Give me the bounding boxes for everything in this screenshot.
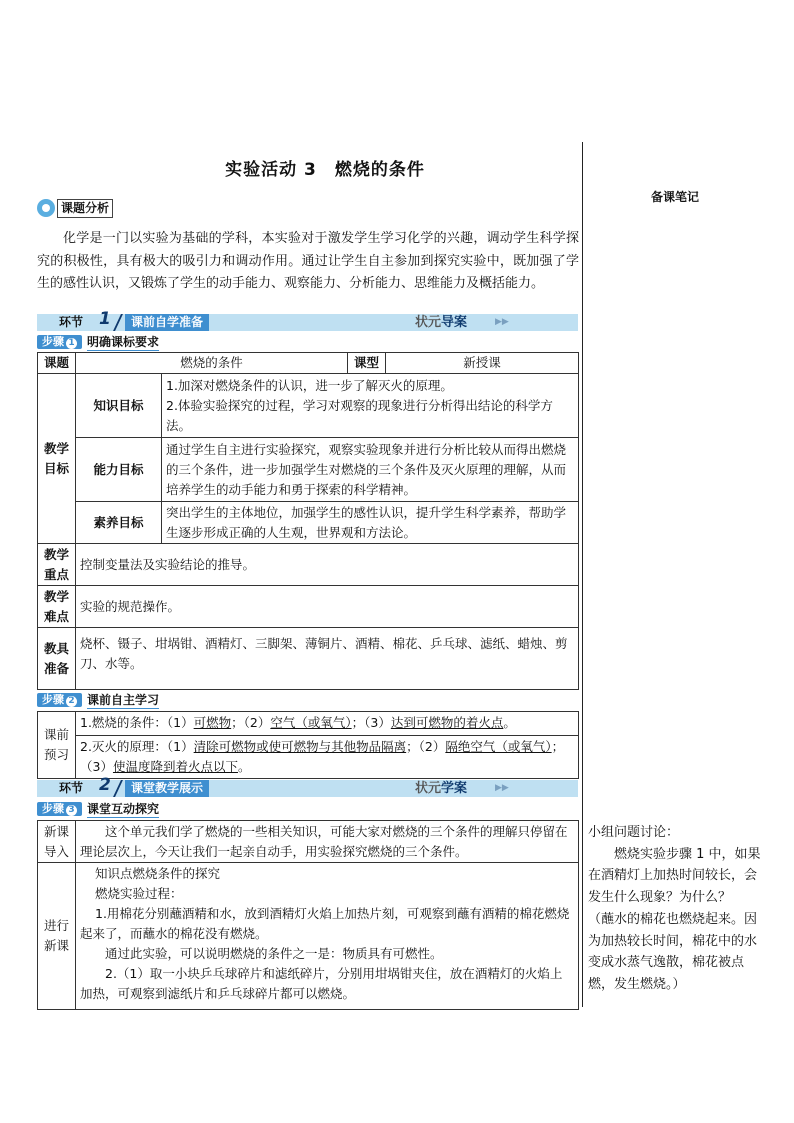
side-note-body: 燃烧实验步骤 1 中，如果在酒精灯上加热时间较长，会发生什么现象？为什么？: [588, 846, 761, 906]
arrow-icon: ▶▶: [495, 783, 509, 793]
intro-row-text: 这个单元我们学了燃烧的一些相关知识，可能大家对燃烧的三个条件的理解只停留在理论层次上，今天让我们一起亲自动手，用实验探究燃烧的三个条件。: [76, 821, 579, 863]
intro-paragraph: 化学是一门以实验为基础的学科，本实验对于激发学生学习化学的兴趣，调动学生科学探究的积极性，具有极大的吸引力和调动作用。通过让学生自主参加到探究实验中，既加强了学生的感性认识，又锻炼了学生的动手能力、观察能力、分析能力、思维能力及概括能力。: [37, 231, 579, 291]
difficulty-value: 实验的规范操作。: [76, 586, 579, 628]
stage-right-label: 状元学案: [415, 781, 468, 796]
preview-line-2: 2.灭火的原理：（1）清除可燃物或使可燃物与其他物品隔离；（2）隔绝空气（或氧气）；（3）使温度降到着火点以下。: [80, 739, 565, 774]
type-value: 新授课: [386, 353, 579, 374]
topic-label: 课题: [38, 353, 76, 374]
topic-value: 燃烧的条件: [76, 353, 348, 374]
side-note-head: 小组问题讨论：: [588, 825, 680, 840]
section-tag: [37, 198, 113, 218]
step-pill: 步骤 2: [37, 693, 82, 707]
step-3: [37, 801, 159, 816]
goals-table: [37, 352, 579, 690]
difficulty-label: 教学难点: [38, 586, 76, 628]
key-label: 教学重点: [38, 544, 76, 586]
lesson-line: 2.（1）取一小块乒乓球碎片和滤纸碎片，分别用坩埚钳夹住，放在酒精灯的火焰上加热，可观察到滤纸片和乒乓球碎片都可以燃烧。: [80, 966, 563, 1001]
knowledge-goal: 1.加深对燃烧条件的认识，进一步了解灭火的原理。 2.体验实验探究的过程，学习对观察的现象进行分析得出结论的科学方法。: [162, 374, 579, 438]
key-value: 控制变量法及实验结论的推导。: [76, 544, 579, 586]
ability-label: 能力目标: [76, 438, 162, 502]
quality-label: 素养目标: [76, 502, 162, 544]
tools-value: 烧杯、镊子、坩埚钳、酒精灯、三脚架、薄铜片、酒精、棉花、乒乓球、滤纸、蜡烛、剪刀、水等。: [76, 628, 579, 690]
lesson-line: 知识点燃烧条件的探究: [95, 866, 221, 881]
stage-name: 课堂教学展示: [125, 780, 209, 797]
side-note: [588, 822, 766, 996]
stage-bar-1: [37, 309, 578, 331]
section-tag-label: 课题分析: [57, 199, 113, 218]
stage-name: 课前自学准备: [125, 314, 209, 331]
lesson-table: [37, 820, 579, 1010]
lesson-line: 通过此实验，可以说明燃烧的条件之一是：物质具有可燃性。: [105, 946, 443, 961]
step-title: 课堂互动探究: [87, 801, 160, 816]
stage-number: 2: [99, 775, 111, 795]
side-note-answer: （蘸水的棉花也燃烧起来。因为加热较长时间，棉花中的水变成水蒸气逸散，棉花被点燃，发生燃烧。）: [588, 911, 758, 992]
lesson-line: 1.用棉花分别蘸酒精和水，放到酒精灯火焰上加热片刻，可观察到蘸有酒精的棉花燃烧起来了，而蘸水的棉花没有燃烧。: [80, 906, 570, 941]
knowledge-label: 知识目标: [76, 374, 162, 438]
intro-row-label: 新课导入: [38, 821, 76, 863]
stage-number: 1: [99, 309, 111, 329]
step-1: [37, 334, 159, 349]
step-pill: 步骤 3: [37, 802, 82, 816]
page-title: 实验活动 3 燃烧的条件: [225, 160, 425, 180]
new-lesson-label: 进行新课: [38, 863, 76, 1010]
preview-table: [37, 711, 579, 779]
step-title: 明确课标要求: [87, 334, 160, 349]
preview-content: [76, 712, 579, 779]
gear-icon: [37, 199, 55, 217]
page-divider-line: [582, 142, 583, 1007]
notes-header: 备课笔记: [650, 190, 699, 204]
new-lesson-content: [76, 863, 579, 1010]
stage-label: 环节: [59, 315, 84, 329]
arrow-icon: ▶▶: [495, 317, 509, 327]
step-2: [37, 692, 159, 707]
preview-label: 课前预习: [38, 712, 76, 779]
quality-goal: 突出学生的主体地位，加强学生的感性认识，提升学生科学素养，帮助学生逐步形成正确的人生观，世界观和方法论。: [162, 502, 579, 544]
lesson-line: 燃烧实验过程：: [95, 886, 183, 901]
step-pill: 步骤 1: [37, 335, 82, 349]
step-title: 课前自主学习: [87, 692, 160, 707]
stage-bar-2: [37, 775, 578, 797]
type-label: 课型: [348, 353, 386, 374]
stage-label: 环节: [59, 781, 84, 795]
goal-label: 教学目标: [38, 374, 76, 544]
stage-right-label: 状元导案: [415, 315, 468, 330]
ability-goal: 通过学生自主进行实验探究，观察实验现象并进行分析比较从而得出燃烧的三个条件，进一步加强学生对燃烧的三个条件及灭火原理的理解，从而培养学生的动手能力和勇于探索的科学精神。: [162, 438, 579, 502]
tools-label: 教具准备: [38, 628, 76, 690]
preview-line-1: 1.燃烧的条件：（1）可燃物；（2）空气（或氧气）；（3）达到可燃物的着火点。: [76, 712, 578, 736]
